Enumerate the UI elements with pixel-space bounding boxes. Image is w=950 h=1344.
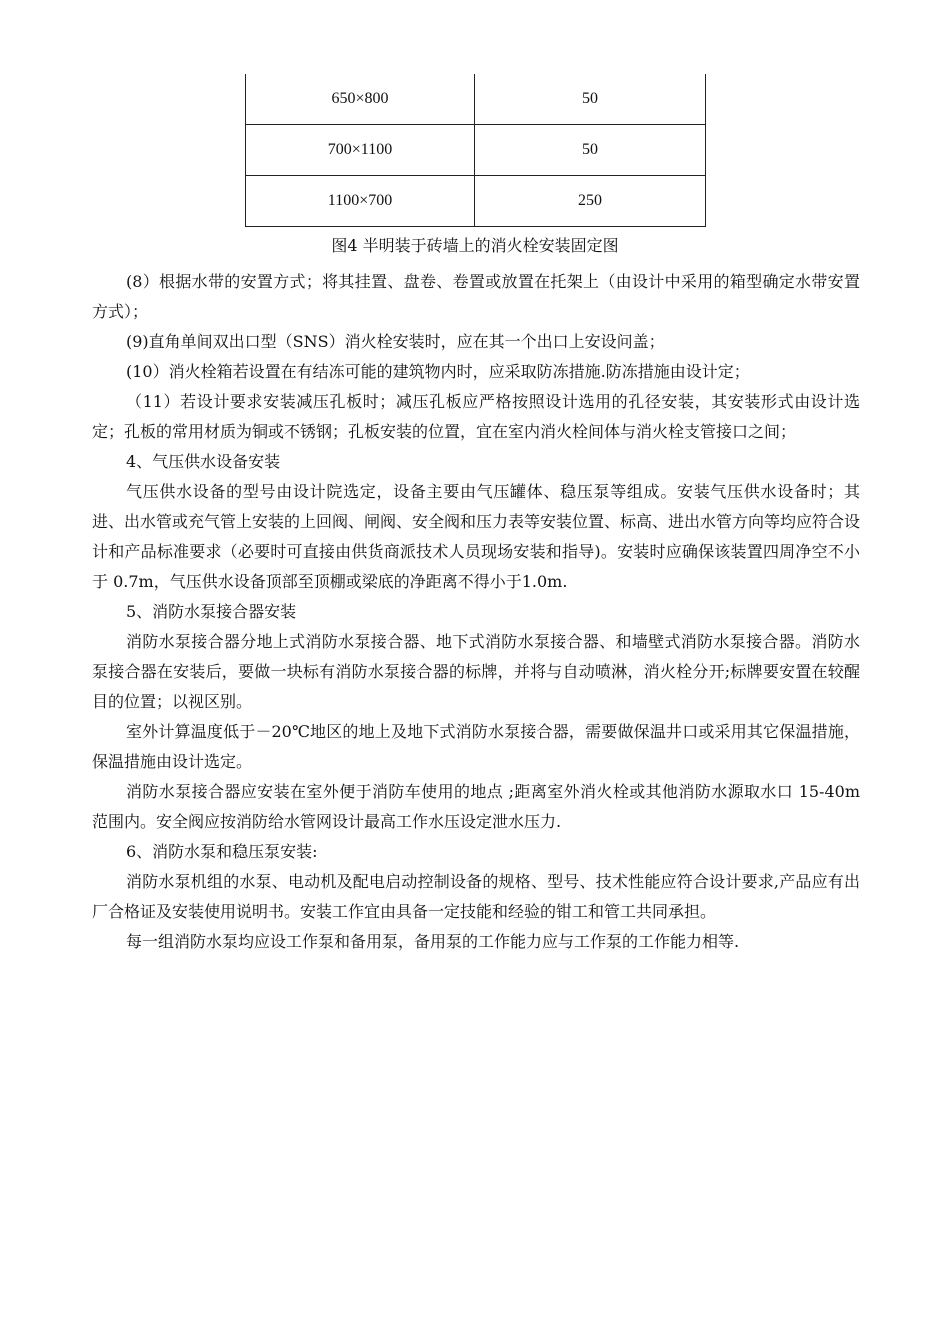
paragraph-10: (10）消火栓箱若设置在有结冻可能的建筑物内时，应采取防冻措施.防冻措施由设计定； bbox=[126, 362, 750, 381]
paragraph-11: （11）若设计要求安装减压孔板时；减压孔板应严格按照设计选用的孔径安装，其安装形式由设计选定；孔板的常用材质为铜或不锈钢；孔板安装的位置，宜在室内消火栓间体与消火栓支管接口之间； bbox=[92, 392, 860, 441]
paragraph-pump-specs: 消防水泵机组的水泵、电动机及配电启动控制设备的规格、型号、技术性能应符合设计要求,产品应有出厂合格证及安装使用说明书。安装工作宜由具备一定技能和经验的钳工和管工共同承担。 bbox=[92, 872, 860, 921]
section-heading-6: 6、消防水泵和稳压泵安装: bbox=[126, 842, 318, 861]
paragraph-connector-location: 消防水泵接合器应安装在室外便于消防车使用的地点 ;距离室外消火栓或其他消防水源取水口 15-40m 范围内。安全阀应按消防给水管网设计最高工作水压设定泄水压力. bbox=[92, 782, 860, 831]
table-row bbox=[246, 125, 706, 176]
table-cell-size: 1100×700 bbox=[246, 176, 475, 227]
table-cell-value: 250 bbox=[475, 176, 706, 227]
paragraph-connector-insulation: 室外计算温度低于－20℃地区的地上及地下式消防水泵接合器，需要做保温井口或采用其它保温措施，保温措施由设计选定。 bbox=[92, 722, 860, 771]
figure-caption: 图4 半明装于砖墙上的消火栓安装固定图 bbox=[331, 236, 619, 255]
paragraph-connector-types: 消防水泵接合器分地上式消防水泵接合器、地下式消防水泵接合器、和墙壁式消防水泵接合器。消防水泵接合器在安装后，要做一块标有消防水泵接合器的标牌，并将与自动喷淋，消火栓分开;标牌要安置在较醒目的位置；以视区别。 bbox=[92, 632, 860, 711]
table-cell-size: 700×1100 bbox=[246, 125, 475, 176]
document-body bbox=[92, 267, 860, 957]
paragraph-8: (8）根据水带的安置方式；将其挂置、盘卷、卷置或放置在托架上（由设计中采用的箱型确定水带安置方式）； bbox=[92, 272, 860, 321]
paragraph-pressure-supply: 气压供水设备的型号由设计院选定，设备主要由气压罐体、稳压泵等组成。安装气压供水设备时；其进、出水管或充气管上安装的上回阀、闸阀、安全阀和压力表等安装位置、标高、进出水管方向等均应符合设计和产品标准要求（必要时可直接由供货商派技术人员现场安装和指导)。安装时应确保该装置四周净空不小于 0.7m，气压供水设备顶部至顶棚或梁底的净距离不得小于1.0m. bbox=[92, 482, 861, 591]
table-cell-value: 50 bbox=[475, 74, 706, 125]
paragraph-9: (9)直角单间双出口型（SNS）消火栓安装时，应在其一个出口上安设问盖； bbox=[126, 332, 665, 351]
section-heading-5: 5、消防水泵接合器安装 bbox=[126, 602, 297, 621]
table-row bbox=[246, 176, 706, 227]
section-heading-4: 4、气压供水设备安装 bbox=[126, 452, 281, 471]
paragraph-pump-backup: 每一组消防水泵均应设工作泵和备用泵，备用泵的工作能力应与工作泵的工作能力相等. bbox=[126, 932, 740, 951]
table-cell-value: 50 bbox=[475, 125, 706, 176]
table-row bbox=[246, 74, 706, 125]
table-cell-size: 650×800 bbox=[246, 74, 475, 125]
dimension-table bbox=[245, 74, 706, 227]
